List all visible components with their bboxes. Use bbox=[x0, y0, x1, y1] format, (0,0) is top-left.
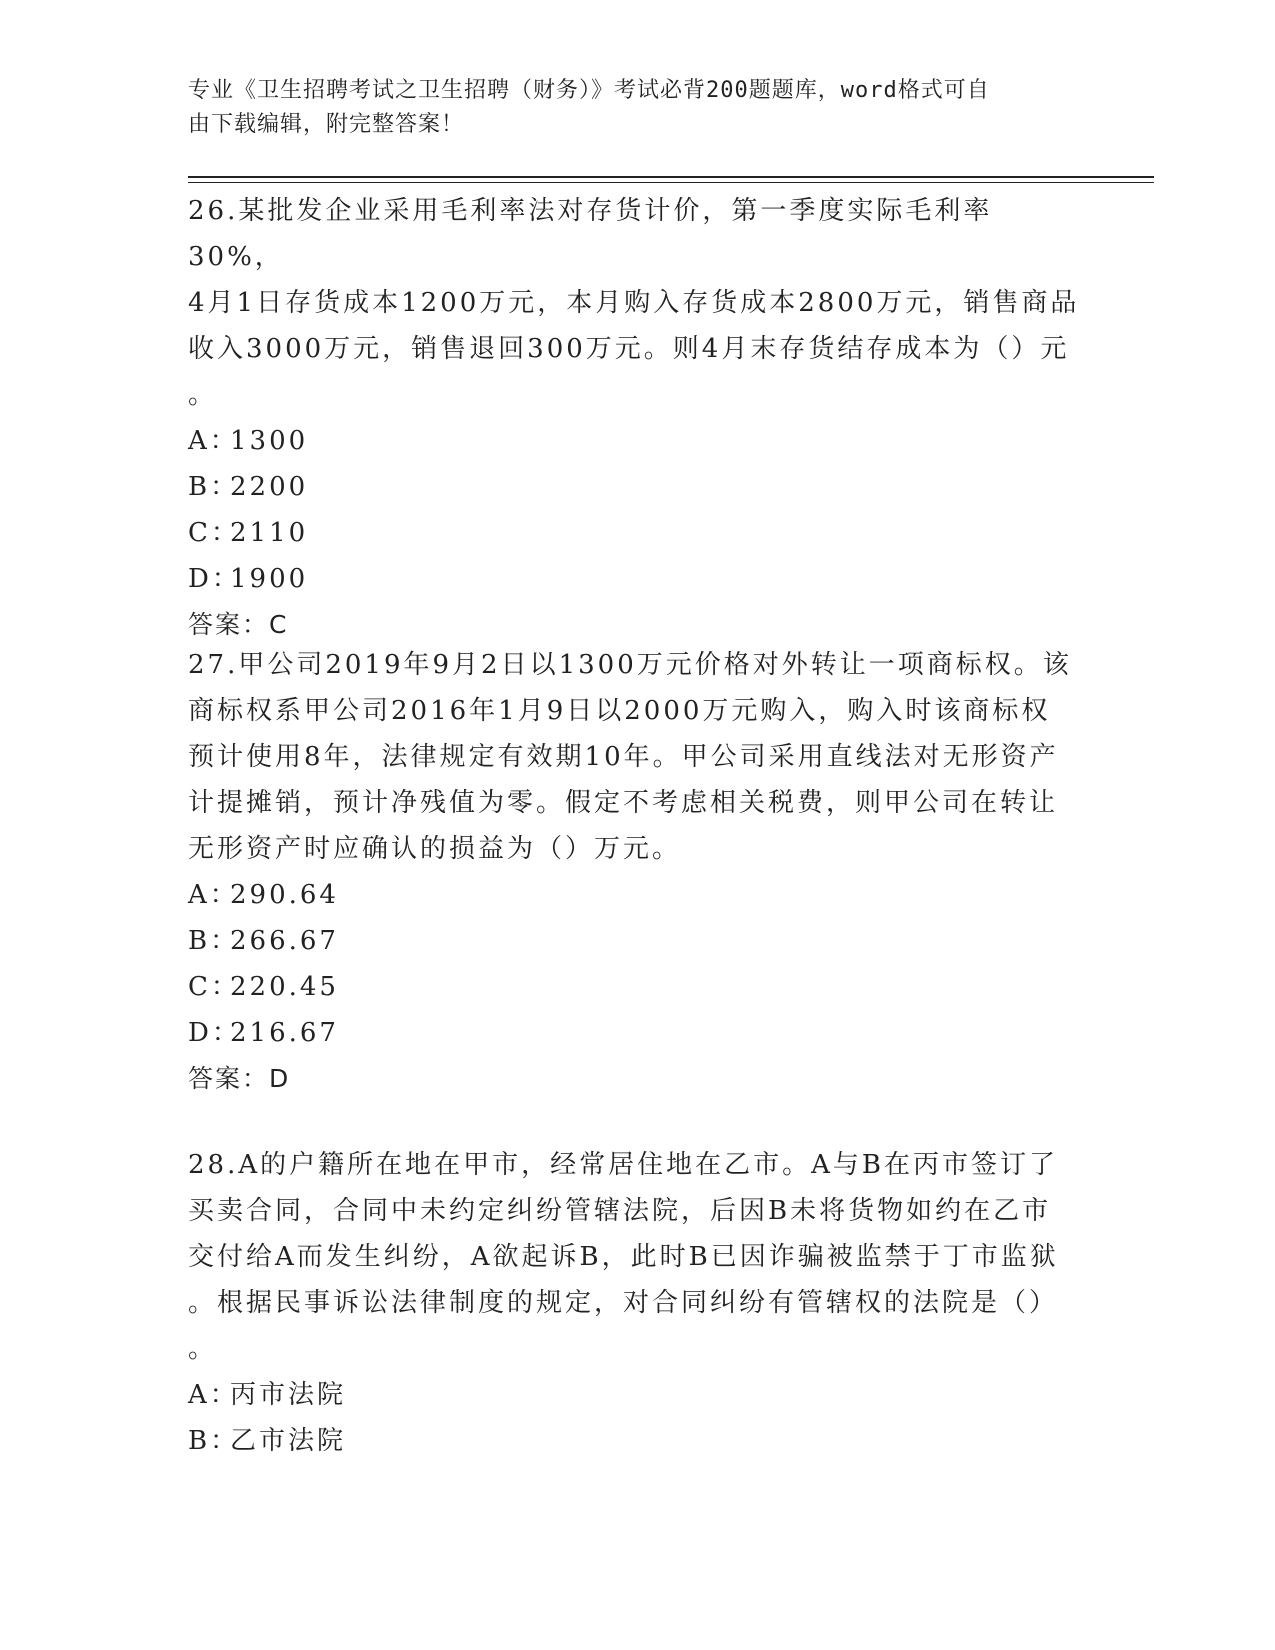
option-key: D： bbox=[188, 564, 241, 594]
question-text-line: 收入3000万元，销售退回300万元。则4月末存货结存成本为（）元 bbox=[188, 334, 1070, 364]
answer-label: 答案：C bbox=[188, 610, 289, 639]
question-text-line: 27.甲公司2019年9月2日以1300万元价格对外转让一项商标权。该 bbox=[188, 650, 1072, 680]
header-divider-thin bbox=[188, 182, 1154, 183]
option-value: 266.67 bbox=[230, 926, 339, 956]
question-text-line: 买卖合同，合同中未约定纠纷管辖法院，后因B未将货物如约在乙市 bbox=[188, 1196, 1052, 1226]
question-text-line: 4月1日存货成本1200万元，本月购入存货成本2800万元，销售商品 bbox=[188, 288, 1080, 318]
question-text-line: 商标权系甲公司2016年1月9日以2000万元购入，购入时该商标权 bbox=[188, 696, 1051, 726]
header-line-2: 由下载编辑，附完整答案！ bbox=[188, 112, 465, 137]
option-value: 220.45 bbox=[230, 972, 339, 1002]
option-value: 1300 bbox=[230, 426, 309, 456]
header-line-1: 专业《卫生招聘考试之卫生招聘（财务）》考试必背200题题库，word格式可自 bbox=[188, 78, 990, 103]
option-a bbox=[188, 418, 1088, 464]
option-a bbox=[188, 872, 1088, 918]
option-b bbox=[188, 918, 1088, 964]
option-key: C： bbox=[188, 972, 240, 1002]
option-key: C： bbox=[188, 518, 240, 548]
question-28 bbox=[188, 1142, 1088, 1464]
option-b bbox=[188, 1418, 1088, 1464]
question-27 bbox=[188, 642, 1088, 1102]
option-d bbox=[188, 1010, 1088, 1056]
header-divider-thick bbox=[188, 176, 1154, 178]
option-b bbox=[188, 464, 1088, 510]
option-key: B： bbox=[188, 1426, 240, 1456]
option-c bbox=[188, 510, 1088, 556]
question-text-line: 28.A的户籍所在地在甲市，经常居住地在乙市。A与B在丙市签订了 bbox=[188, 1150, 1059, 1180]
question-text-line: 计提摊销，预计净残值为零。假定不考虑相关税费，则甲公司在转让 bbox=[188, 788, 1059, 818]
option-key: A： bbox=[188, 880, 239, 910]
option-c bbox=[188, 964, 1088, 1010]
option-d bbox=[188, 556, 1088, 602]
question-text-line: 预计使用8年，法律规定有效期10年。甲公司采用直线法对无形资产 bbox=[188, 742, 1059, 772]
document-header bbox=[188, 74, 1068, 142]
option-value: 216.67 bbox=[230, 1018, 339, 1048]
question-text-line: 无形资产时应确认的损益为（）万元。 bbox=[188, 834, 682, 864]
option-value: 290.64 bbox=[230, 880, 339, 910]
question-text-line: 26.某批发企业采用毛利率法对存货计价，第一季度实际毛利率30%， bbox=[188, 196, 993, 272]
option-value: 2110 bbox=[230, 518, 309, 548]
option-value: 乙市法院 bbox=[230, 1426, 347, 1456]
question-text-line: 交付给A而发生纠纷，A欲起诉B，此时B已因诈骗被监禁于丁市监狱 bbox=[188, 1242, 1059, 1272]
question-26 bbox=[188, 188, 1088, 648]
option-value: 1900 bbox=[230, 564, 309, 594]
option-value: 丙市法院 bbox=[230, 1380, 347, 1410]
option-a bbox=[188, 1372, 1088, 1418]
option-key: D： bbox=[188, 1018, 241, 1048]
option-key: B： bbox=[188, 926, 240, 956]
question-text-line: 。 bbox=[188, 380, 218, 410]
option-key: A： bbox=[188, 426, 239, 456]
option-key: B： bbox=[188, 472, 240, 502]
answer-label: 答案：D bbox=[188, 1064, 291, 1093]
question-text-line: 。根据民事诉讼法律制度的规定，对合同纠纷有管辖权的法院是（） bbox=[188, 1288, 1059, 1318]
question-text-line: 。 bbox=[188, 1334, 218, 1364]
option-value: 2200 bbox=[230, 472, 309, 502]
option-key: A： bbox=[188, 1380, 239, 1410]
